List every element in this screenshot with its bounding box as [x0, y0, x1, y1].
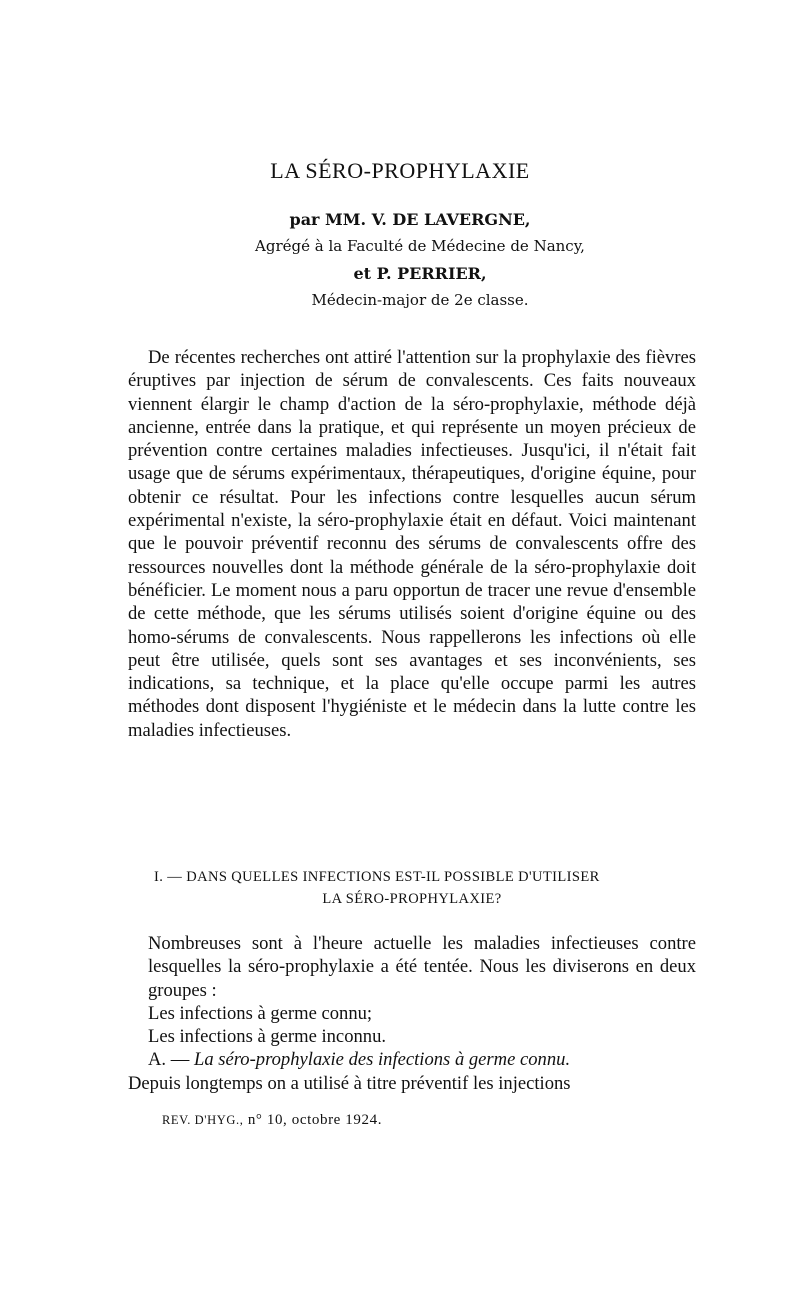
author-affiliation-1: Agrégé à la Faculté de Médecine de Nancy, [255, 237, 585, 255]
journal-abbreviation: REV. D'HYG., [162, 1113, 244, 1127]
author-affiliation-2: Médecin-major de 2e classe. [311, 291, 529, 309]
section-heading-line-2: LA SÉRO-PROPHYLAXIE? [322, 891, 502, 907]
issue-info: n° 10, octobre 1924. [247, 1112, 383, 1128]
article-title: LA SÉRO-PROPHYLAXIE [270, 158, 530, 183]
section-paragraph: Nombreuses sont à l'heure actuelle les maladies infectieuses contre lesquelles la séro-prophylaxie a été tentée. Nous les diviserons en deux groupes : [148, 933, 696, 1001]
page-footer [162, 1112, 382, 1129]
section-heading-line-1: I. — DANS QUELLES INFECTIONS EST-IL POSSIBLE D'UTILISER [154, 869, 600, 885]
author-block [0, 206, 800, 314]
list-item: Les infections à germe inconnu. [148, 1026, 387, 1048]
author-line-2: et P. PERRIER, [353, 264, 487, 283]
author-line-1: par MM. V. DE LAVERGNE, [289, 210, 531, 229]
subsection-heading [128, 1048, 696, 1071]
intro-paragraph: De récentes recherches ont attiré l'attention sur la prophylaxie des fièvres éruptives par injection de sérum de convalescents. Ces faits nouveaux viennent élargir le champ d'action de la séro-prophylaxie, méthode déjà ancienne, entrée dans la pratique, et qui représente un moyen précieux de prévention contre certaines maladies infectieuses. Jusqu'ici, il n'était fait usage que de sérums expérimentaux, thérapeutiques, d'origine équine, pour obtenir ce résultat. Pour les infections contre lesquelles aucun sérum expérimental n'existe, la séro-prophylaxie était en défaut. Voici maintenant que le pouvoir préventif reconnu des sérums de convalescents offre des ressources nouvelles dont la méthode générale de la séro-prophylaxie doit bénéficier. Le moment nous a paru opportun de tracer une revue d'ensemble de cette méthode, que les sérums utilisés soient d'origine équine ou des homo-sérums de convalescents. Nous rappellerons les infections où elle peut être utilisée, quels sont ses avantages et ses inconvénients, ses indications, sa technique, et la place qu'elle occupe parmi les autres méthodes dont disposent l'hygiéniste et le médecin dans la lutte contre les maladies infectieuses. [128, 347, 696, 741]
section-heading [128, 866, 696, 910]
continuation-line: Depuis longtemps on a utilisé à titre préventif les injections [128, 1072, 571, 1094]
subsection-title: La séro-prophylaxie des infections à germe connu. [193, 1049, 571, 1071]
list-item: Les infections à germe connu; [148, 1002, 373, 1024]
subsection-label: A. — [148, 1049, 190, 1071]
section-body [128, 932, 696, 1095]
